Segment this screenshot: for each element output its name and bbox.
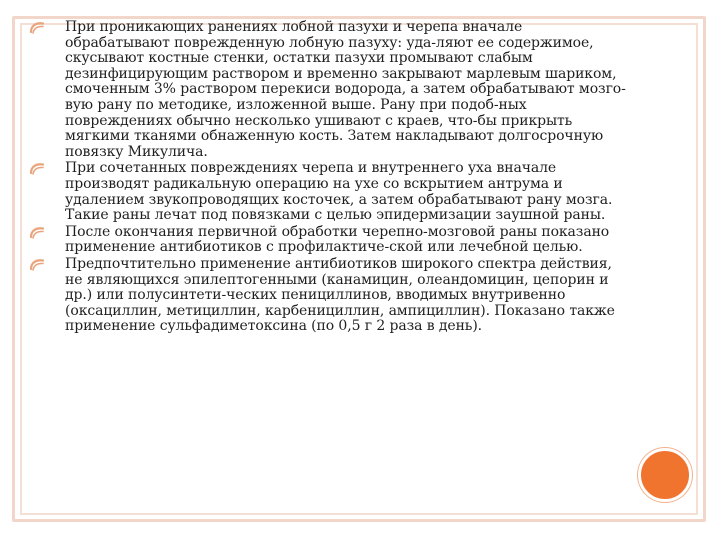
curved-bullet-icon — [28, 226, 46, 239]
bullet-text: Предпочтительно применение антибиотиков широкого спектра действия, не являющихся эпилептогенными (канамицин, олеандомицин, цепорин и др.) или полусинтети-ческих пенициллинов, вводимых внутривенно (оксациллин, метициллин, карбенициллин, ампициллин). Показано также применение сульфадиметоксина (по 0,5 г 2 раза в день). — [65, 255, 615, 335]
bullet-text: При сочетанных повреждениях черепа и внутреннего уха вначале производят радикальную операцию на ухе со вскрытием антрума и удалением звукопроводящих косточек, а затем обрабатывают рану мозга. Такие раны лечат под повязками с целью эпидермизации заушной раны. — [65, 160, 613, 224]
slide-content — [28, 20, 628, 336]
list-item — [28, 257, 628, 335]
bullet-list — [28, 20, 628, 335]
orange-circle-decoration — [638, 448, 692, 502]
curved-bullet-icon — [28, 162, 46, 175]
bullet-text: После окончания первичной обработки черепно-мозговой раны показано применение антибиотиков с профилактиче-ской или лечебной целью. — [65, 223, 610, 256]
curved-bullet-icon — [28, 21, 46, 34]
bullet-text: При проникающих ранениях лобной пазухи и черепа вначале обрабатывают поврежденную лобную пазуху: уда-ляют ее содержимое, скусывают костные стенки, остатки пазухи промывают слабым дезинфицирующим раствором и временно закрывают марлевым шариком, смоченным 3% раствором перекиси водорода, а затем обрабатывают мозго-вую рану по методике, изложенной выше. Рану при подоб-ных повреждениях обычно несколько ушивают с краев, что-бы прикрыть мягкими тканями обнаженную кость. Затем накладывают долгосрочную повязку Микулича. — [65, 19, 626, 160]
list-item — [28, 20, 628, 160]
list-item — [28, 225, 628, 256]
curved-bullet-icon — [28, 258, 46, 271]
list-item — [28, 161, 628, 223]
